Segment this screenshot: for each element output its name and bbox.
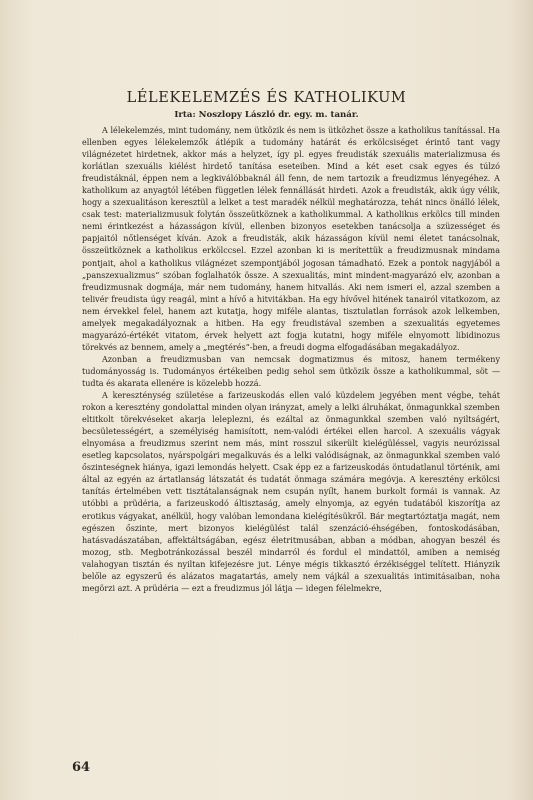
- paragraph: A kereszténység születése a farizeuskodás ellen való küzdelem jegyében ment végbe, tehát rokon a keresztény gondolattal minden olyan irányzat, amely a lelki álruhákat, önmagunkkal szemben eltitkolt törekvéseket akarja leleplezni, és ezáltal az önmagunkkal szemben való nyiltságért, becsületességért, a személyiség hamisított, nem-valódi értékei ellen harcol. A szexuális vágyak elnyomása a freudizmus szerint nem más, mint rosszul sikerült kielégüléssel, vagyis neurózissal esetleg kapcsolatos, nyárspolgári megalkuvás és a lelki valódiságnak, az önmagunkkal szemben való őszinteségnek hiánya, igazi lemondás helyett. Csak épp ez a farizeuskodás öntudatlanul történik, ami által az egyén az ártatlanság látszatát és tudatát önmaga számára megóvja. A keresztény erkölcsi tanítás értelmében vett tisztátalanságnak nem csupán nyílt, hanem burkolt formái is vannak. Az utóbbi a prüdéria, a farizeuskodó áltisztaság, amely elnyomja, az egyén tudatából kiszorítja az erotikus vágyakat, anélkül, hogy valóban lemondana kielégítésükről. Bár megtartóztatja magát, nem egészen őszinte, mert bizonyos kielégülést talál szenzáció-éhségében, fontoskodásában, hatásvadászatában, affektáltságában, egész életritmusában, abban a módban, ahogyan beszél és mozog, stb. Megbotránkozással beszél mindarról és fordul el mindattól, amiben a nemiség valahogyan tisztán és nyiltan kifejezésre jut. Lénye mégis tikkasztó érzékiséggel telített. Hiányzik belőle az egyszerű és alázatos magatartás, amely nem vájkál a szexualitás intimitásaiban, noha megörzi azt. A prüdéria — ezt a freudizmus jól látja — idegen félelmekre,: [82, 391, 500, 593]
- article-body: [82, 125, 500, 595]
- page-number: 64: [72, 760, 91, 775]
- paragraph: A lélekelemzés, mint tudomány, nem ütközik és nem is ütközhet össze a katholikus tanítással. Ha ellenben egyes lélekelemzők átlépik a tudomány határát és erkölcsiséget érintő tant vagy világnézetet hirdetnek, akkor más a helyzet, így pl. egyes freudisták szexuális materializmusa és korlátlan szexuális kiélést hirdető tanítása eseteiben. Mind a két eset csak egyes és túlzó freudistáknál, éppen nem a legkiválóbbaknál áll fenn, de nem tartozik a freudizmus lényegéhez. A katholikum az anyagtól létében független lélek fennállását hirdeti. Azok a freudisták, akik úgy vélik, hogy a szexualitáson keresztül a lelket a test maradék nélkül meghatározza, tehát nincs önálló lélek, csak test: materializmusuk folytán összeütköznek a katholikummal. A katholikus erkölcs till minden nemi érintkezést a házasságon kívül, ellenben bizonyos esetekben tanácsolja a szüzességet és papjaitól nőtlenséget kíván. Azok a freudisták, akik házasságon kívül nemi életet tanácsolnak, összeütköznek a katholikus erkölccsel. Ezzel azonban ki is merítettük a freudizmusnak mindama pontjait, ahol a katholikus világnézet szempontjából jogosan támadható. Ezek a pontok nagyjából a „panszexualizmus“ szóban foglalhatók össze. A szexualitás, mint mindent-magyarázó elv, azonban a freudizmusnak dogmája, már nem tudomány, hanem hitvallás. Aki nem ismeri el, azzal szemben a telivér freudista úgy reagál, mint a hívő a hitvitákban. Ha egy hívővel hitének tanairól vitatkozom, az nem érvekkel felel, hanem azt kutatja, hogy miféle alantas, tisztulatlan források azok lelkemben, amelyek megakadályoznak a hitben. Ha egy freudistával szemben a szexualitás egyetemes magyarázó-értékét vitatom, érvek helyett azt fogja kutatni, hogy miféle elnyomott libidinozus törekvés az bennem, amely a „megtérés“-ben, a freudi dogma elfogadásában megakadályoz.: [82, 126, 500, 352]
- paragraph: Azonban a freudizmusban van nemcsak dogmatizmus és mitosz, hanem termékeny tudományosság is. Tudományos értékeiben pedig sehol sem ütközik össze a katholikummal, söt — tudta és akarata ellenére is közelebb hozzá.: [82, 354, 500, 388]
- article-title: LÉLEKELEMZÉS ÉS KATHOLIKUM: [126, 90, 407, 106]
- article-byline: Irta: Noszlopy László dr. egy. m. tanár.: [174, 110, 359, 120]
